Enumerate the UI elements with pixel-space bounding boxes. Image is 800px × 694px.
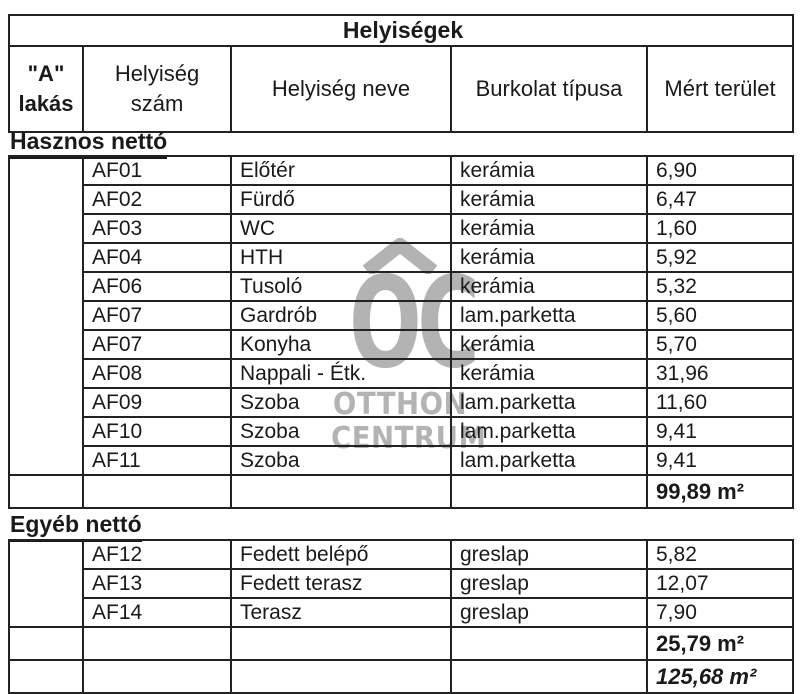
table-row [9,272,793,301]
room-name-cell: Tusoló [231,272,451,301]
floor-type-cell: lam.parketta [451,446,647,475]
area-cell: 1,60 [647,214,793,243]
grand-total-value: 125,68 m² [647,660,793,693]
apartment-cell [9,540,83,627]
table-row [9,330,793,359]
room-number-cell [83,475,231,508]
room-number-cell: AF06 [83,272,231,301]
room-number-cell: AF11 [83,446,231,475]
room-name-cell [231,627,451,660]
room-number-cell: AF10 [83,417,231,446]
table-title-row [9,15,793,46]
room-number-cell: AF04 [83,243,231,272]
table-row [9,185,793,214]
area-cell: 9,41 [647,446,793,475]
room-name-cell: Fedett terasz [231,569,451,598]
room-number-cell: AF13 [83,569,231,598]
floor-type-cell: kerámia [451,156,647,185]
room-name-cell: Fedett belépő [231,540,451,569]
table-row [9,569,793,598]
section-label-hasznos-netto: Hasznos nettó [10,128,167,159]
room-name-cell: Szoba [231,446,451,475]
room-name-cell: Szoba [231,388,451,417]
total-row [9,627,793,660]
watermark-line-otthon: OTTHON [332,387,468,422]
header-table [8,14,794,133]
area-cell: 9,41 [647,417,793,446]
table-row [9,156,793,185]
table-row [9,359,793,388]
table-row [9,301,793,330]
room-number-cell: AF02 [83,185,231,214]
area-cell: 5,92 [647,243,793,272]
table-row [9,417,793,446]
floor-type-cell: kerámia [451,214,647,243]
column-header-room-name: Helyiség neve [231,46,451,132]
table-row [9,214,793,243]
area-cell: 6,90 [647,156,793,185]
floor-type-cell: kerámia [451,272,647,301]
total-row [9,475,793,508]
floor-type-cell: greslap [451,598,647,627]
watermark-line-centrum: CENTRUM [331,421,487,456]
area-cell: 5,32 [647,272,793,301]
area-cell: 5,82 [647,540,793,569]
room-name-cell: Konyha [231,330,451,359]
room-number-cell: AF03 [83,214,231,243]
area-cell: 7,90 [647,598,793,627]
column-header-row [9,46,793,132]
room-number-cell: AF07 [83,301,231,330]
room-name-cell [231,660,451,693]
area-cell: 11,60 [647,388,793,417]
room-number-cell [83,660,231,693]
floor-type-cell: lam.parketta [451,417,647,446]
room-number-cell: AF08 [83,359,231,388]
room-name-cell: Szoba [231,417,451,446]
room-name-cell: Nappali - Étk. [231,359,451,388]
table-row [9,446,793,475]
section-total-value: 25,79 m² [647,627,793,660]
column-header-apartment: "A" lakás [9,46,83,132]
room-name-cell: HTH [231,243,451,272]
floor-type-cell: kerámia [451,185,647,214]
apartment-cell [9,475,83,508]
floor-type-cell: kerámia [451,243,647,272]
floor-type-cell: greslap [451,540,647,569]
room-number-cell [83,627,231,660]
page-title: Helyiségek [9,15,793,46]
apartment-cell [9,660,83,693]
floor-type-cell: lam.parketta [451,388,647,417]
apartment-cell [9,627,83,660]
table-row [9,598,793,627]
floor-type-cell [451,660,647,693]
apartment-cell [9,156,83,475]
room-name-cell [231,475,451,508]
floor-type-cell [451,627,647,660]
floor-type-cell: greslap [451,569,647,598]
room-name-cell: WC [231,214,451,243]
table-row [9,388,793,417]
room-number-cell: AF09 [83,388,231,417]
column-header-area: Mért terület [647,46,793,132]
area-cell: 5,70 [647,330,793,359]
floor-type-cell [451,475,647,508]
floor-type-cell: kerámia [451,330,647,359]
room-number-cell: AF07 [83,330,231,359]
watermark-oc-letters: OC [349,249,476,396]
floor-type-cell: lam.parketta [451,301,647,330]
area-cell: 5,60 [647,301,793,330]
column-header-room-number: Helyiség szám [83,46,231,132]
table-row [9,243,793,272]
column-header-floor-type: Burkolat típusa [451,46,647,132]
hasznos-netto-table [8,155,794,509]
grand-total-row [9,660,793,693]
floor-type-cell: kerámia [451,359,647,388]
room-number-cell: AF14 [83,598,231,627]
area-cell: 31,96 [647,359,793,388]
room-number-cell: AF12 [83,540,231,569]
section-total-value: 99,89 m² [647,475,793,508]
area-cell: 12,07 [647,569,793,598]
room-number-cell: AF01 [83,156,231,185]
room-name-cell: Terasz [231,598,451,627]
egyeb-netto-table [8,539,794,694]
table-row [9,540,793,569]
room-name-cell: Gardrób [231,301,451,330]
room-name-cell: Előtér [231,156,451,185]
room-name-cell: Fürdő [231,185,451,214]
section-label-egyeb-netto: Egyéb nettó [10,511,142,542]
area-cell: 6,47 [647,185,793,214]
